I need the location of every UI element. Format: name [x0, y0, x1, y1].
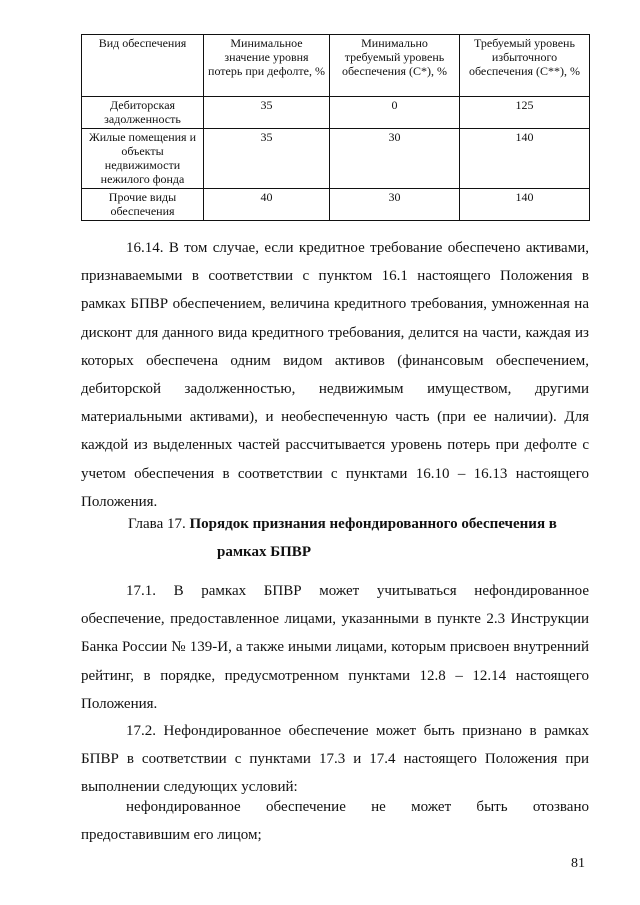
- chapter-heading: [81, 510, 589, 566]
- paragraph-17-2-condition: нефондированное обеспечение не может быть отозвано предоставившим его лицом;: [81, 799, 589, 844]
- table-cell: 30: [330, 129, 460, 189]
- table-row: [82, 97, 590, 129]
- header-min-lgd: Минимальное значение уровня потерь при дефолте, %: [204, 35, 330, 97]
- chapter-title-line1: Порядок признания нефондированного обеспечения в: [189, 516, 557, 532]
- table-cell: 0: [330, 97, 460, 129]
- paragraph-17-1: 17.1. В рамках БПВР может учитываться нефондированное обеспечение, предоставленное лицами, указанными в пункте 2.3 Инструкции Банка России № 139-И, а также иными лицами, которым присвоен внутренний рейтинг, в порядке, предусмотренном пунктами 12.8 – 12.14 настоящего Положения.: [81, 583, 589, 712]
- table-cell: 140: [460, 189, 590, 221]
- header-required-overcollateral: Требуемый уровень избыточного обеспечения (С**), %: [460, 35, 590, 97]
- table-cell: 30: [330, 189, 460, 221]
- chapter-title-line2: рамках БПВР: [217, 544, 311, 560]
- header-collateral-type: Вид обеспечения: [82, 35, 204, 97]
- table-cell: Жилые помещения и объекты недвижимости нежилого фонда: [82, 129, 204, 189]
- table-cell: 125: [460, 97, 590, 129]
- paragraph-17-2: 17.2. Нефондированное обеспечение может быть признано в рамках БПВР в соответствии с пунктами 17.3 и 17.4 настоящего Положения при выполнении следующих условий:: [81, 723, 589, 796]
- table-cell: 40: [204, 189, 330, 221]
- collateral-table: [81, 34, 590, 221]
- table-cell: 35: [204, 97, 330, 129]
- table-cell: Прочие виды обеспечения: [82, 189, 204, 221]
- table-cell: 140: [460, 129, 590, 189]
- page-number: 81: [571, 856, 585, 871]
- table-cell: 35: [204, 129, 330, 189]
- chapter-number: Глава 17.: [128, 516, 186, 532]
- table-cell: Дебиторская задолженность: [82, 97, 204, 129]
- header-min-collateral-level: Минимально требуемый уровень обеспечения (С*), %: [330, 35, 460, 97]
- table-row: [82, 129, 590, 189]
- table-row: [82, 189, 590, 221]
- table-header-row: [82, 35, 590, 97]
- paragraph-16-14: 16.14. В том случае, если кредитное требование обеспечено активами, признаваемыми в соответствии с пунктом 16.1 настоящего Положения в рамках БПВР обеспечением, величина кредитного требования, умноженная на дисконт для данного вида кредитного требования, делится на части, каждая из которых обеспечена одним видом активов (финансовым обеспечением, дебиторской задолженностью, недвижимым имуществом, другими материальными активами), и необеспеченную часть (при ее наличии). Для каждой из выделенных частей рассчитывается уровень потерь при дефолте с учетом обеспечения в соответствии с пунктами 16.10 – 16.13 настоящего Положения.: [81, 240, 589, 510]
